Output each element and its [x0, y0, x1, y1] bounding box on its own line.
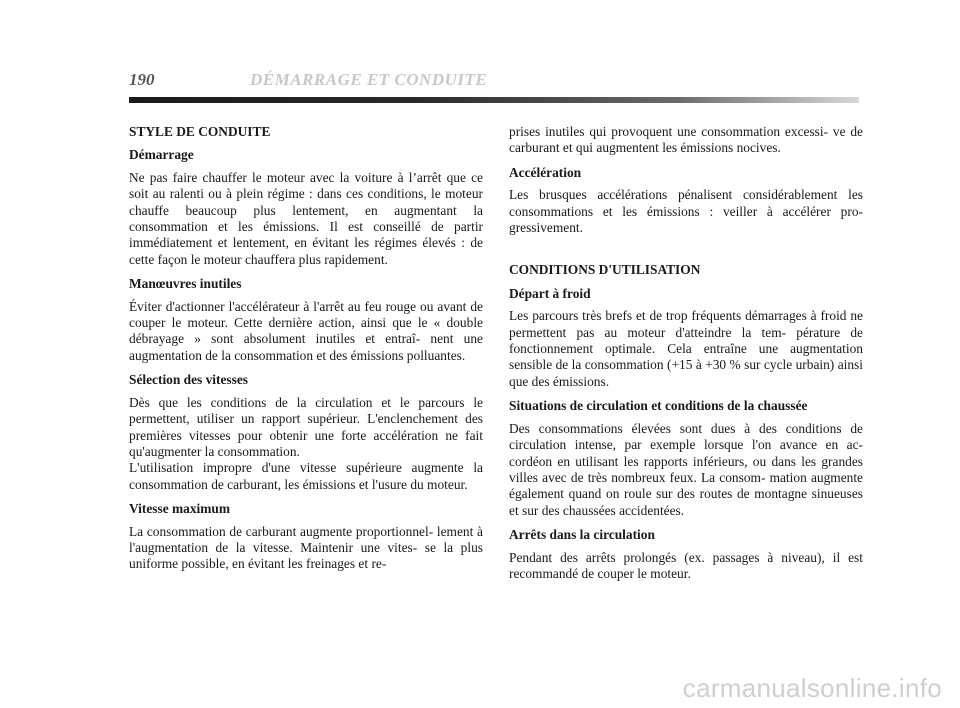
subheading-demarrage: Démarrage	[129, 147, 194, 163]
section-title: DÉMARRAGE ET CONDUITE	[250, 70, 488, 89]
subheading-depart-froid: Départ à froid	[509, 285, 591, 301]
heading-conditions-utilisation: CONDITIONS D'UTILISATION	[509, 262, 701, 278]
paragraph-manoeuvres: Éviter d'actionner l'accélérateur à l'arrêt au feu rouge ou avant de couper le moteur. Cette dernière action, ainsi que le « double débrayage » sont absolument inutiles et entraî- nent une augmentation de la consommation et des émissions polluantes.	[129, 298, 483, 363]
paragraph-selection-vitesses-1: Dès que les conditions de la circulation et le parcours le permettent, utiliser un rapport supérieur. L'enclenchement des premières vitesses pour obtenir une forte accélération ne fait qu'augmenter la consommation.	[129, 394, 483, 459]
paragraph-selection-vitesses-2: L'utilisation impropre d'une vitesse supérieure augmente la consommation de carburant, les émissions et l'usure du moteur.	[129, 460, 483, 492]
paragraph-continuation: prises inutiles qui provoquent une consommation excessi- ve de carburant et qui augmentent les émissions nocives.	[509, 124, 863, 156]
paragraph-acceleration: Les brusques accélérations pénalisent considérablement les consommations et les émissions : veiller à accélérer pro- gressivement.	[509, 187, 863, 236]
page-number: 190	[129, 70, 155, 89]
paragraph-demarrage: Ne pas faire chauffer le moteur avec la voiture à l’arrêt que ce soit au ralenti ou à plein régime : dans ces conditions, le moteur chauffe beaucoup plus lentement, en augmentant la consommation et les émissions. Il est conseillé de partir immédiatement et lentement, en évitant les régimes élevés : de cette façon le moteur chauffera plus rapidement.	[129, 169, 483, 267]
header-rule	[129, 97, 859, 103]
subheading-situations-circulation: Situations de circulation et conditions de la chaussée	[509, 398, 808, 414]
subheading-acceleration: Accélération	[509, 164, 582, 180]
paragraph-vitesse-maximum: La consommation de carburant augmente proportionnel- lement à l'augmentation de la vitesse. Maintenir une vites- se la plus uniforme possible, en évitant les freinages et re-	[129, 523, 483, 572]
subheading-arrets-circulation: Arrêts dans la circulation	[509, 527, 655, 543]
watermark-text: carmanualsonline.info	[682, 673, 942, 703]
subheading-manoeuvres: Manœuvres inutiles	[129, 276, 242, 292]
paragraph-situations-circulation: Des consommations élevées sont dues à des conditions de circulation intense, par exemple lorsque l'on avance en ac- cordéon en utilisant les rapports inférieurs, ou dans les grandes villes avec de très nombreux feux. La consom- mation augmente également quand on roule sur des routes de montagne sinueuses et sur des chaussées accidentées.	[509, 420, 863, 518]
paragraph-arrets-circulation: Pendant des arrêts prolongés (ex. passages à niveau), il est recommandé de couper le moteur.	[509, 549, 863, 581]
subheading-vitesse-maximum: Vitesse maximum	[129, 501, 231, 517]
left-column	[129, 124, 483, 581]
heading-style-de-conduite: STYLE DE CONDUITE	[129, 124, 271, 139]
section-spacer	[509, 244, 863, 262]
paragraph-depart-froid: Les parcours très brefs et de trop fréquents démarrages à froid ne permettent pas au moteur d'atteindre la tem- pérature de fonctionnement optimale. Cela entraîne une augmentation sensible de la consommation (+15 à +30 % sur cycle urbain) ainsi que des émissions.	[509, 308, 863, 389]
right-column	[509, 124, 863, 590]
subheading-selection-vitesses: Sélection des vitesses	[129, 372, 249, 388]
